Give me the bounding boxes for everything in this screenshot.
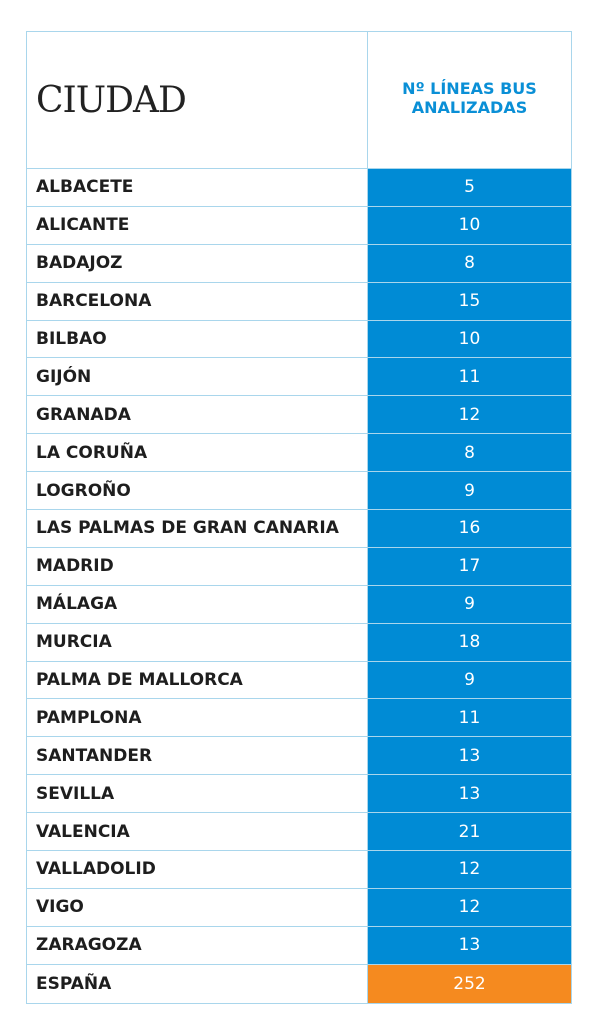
lines-count: 8: [368, 434, 571, 471]
lines-count: 13: [368, 927, 571, 964]
city-name: VALENCIA: [27, 813, 368, 850]
table-row: [27, 283, 571, 321]
table-row: [27, 775, 571, 813]
city-name: SANTANDER: [27, 737, 368, 774]
lines-count: 16: [368, 510, 571, 547]
lines-count: 18: [368, 624, 571, 661]
table-row: [27, 699, 571, 737]
table-row: [27, 472, 571, 510]
city-name: ALBACETE: [27, 169, 368, 206]
city-name: VIGO: [27, 889, 368, 926]
city-name: ESPAÑA: [27, 965, 368, 1003]
city-name: ZARAGOZA: [27, 927, 368, 964]
lines-count: 8: [368, 245, 571, 282]
lines-count: 12: [368, 851, 571, 888]
lines-header-line1: Nº LÍNEAS BUS: [402, 79, 537, 98]
city-name: ALICANTE: [27, 207, 368, 244]
lines-count: 9: [368, 472, 571, 509]
table-row: [27, 245, 571, 283]
bus-lines-table: [26, 31, 572, 1004]
city-name: SEVILLA: [27, 775, 368, 812]
table-row: [27, 737, 571, 775]
lines-count: 10: [368, 207, 571, 244]
city-name: MÁLAGA: [27, 586, 368, 623]
city-name: LOGROÑO: [27, 472, 368, 509]
lines-count: 11: [368, 358, 571, 395]
lines-header-line2: ANALIZADAS: [411, 98, 528, 117]
table-body: [27, 169, 571, 1003]
city-name: VALLADOLID: [27, 851, 368, 888]
table-row: [27, 396, 571, 434]
lines-count: 12: [368, 396, 571, 433]
city-name: LA CORUÑA: [27, 434, 368, 471]
city-name: LAS PALMAS DE GRAN CANARIA: [27, 510, 368, 547]
table-row: [27, 851, 571, 889]
lines-count: 5: [368, 169, 571, 206]
city-name: PAMPLONA: [27, 699, 368, 736]
table-row: [27, 927, 571, 965]
lines-count: 9: [368, 662, 571, 699]
table-row: [27, 321, 571, 359]
city-column-header: CIUDAD: [27, 32, 368, 168]
table-row: [27, 510, 571, 548]
table-row: [27, 889, 571, 927]
lines-count: 13: [368, 775, 571, 812]
table-row: [27, 169, 571, 207]
table-row: [27, 813, 571, 851]
table-row: [27, 358, 571, 396]
lines-count: 9: [368, 586, 571, 623]
lines-count: 10: [368, 321, 571, 358]
table-row: [27, 548, 571, 586]
city-name: GIJÓN: [27, 358, 368, 395]
city-name: MURCIA: [27, 624, 368, 661]
table-row: [27, 662, 571, 700]
table-header: [27, 32, 571, 169]
lines-count: 252: [368, 965, 571, 1003]
lines-count: 15: [368, 283, 571, 320]
table-row: [27, 586, 571, 624]
lines-count: 12: [368, 889, 571, 926]
table-row: [27, 624, 571, 662]
city-name: BARCELONA: [27, 283, 368, 320]
city-name: BILBAO: [27, 321, 368, 358]
total-row: [27, 965, 571, 1003]
lines-count: 21: [368, 813, 571, 850]
city-name: MADRID: [27, 548, 368, 585]
city-name: PALMA DE MALLORCA: [27, 662, 368, 699]
lines-count: 11: [368, 699, 571, 736]
city-name: GRANADA: [27, 396, 368, 433]
lines-count: 13: [368, 737, 571, 774]
table-row: [27, 207, 571, 245]
city-name: BADAJOZ: [27, 245, 368, 282]
lines-column-header: [368, 28, 571, 168]
lines-count: 17: [368, 548, 571, 585]
table-row: [27, 434, 571, 472]
